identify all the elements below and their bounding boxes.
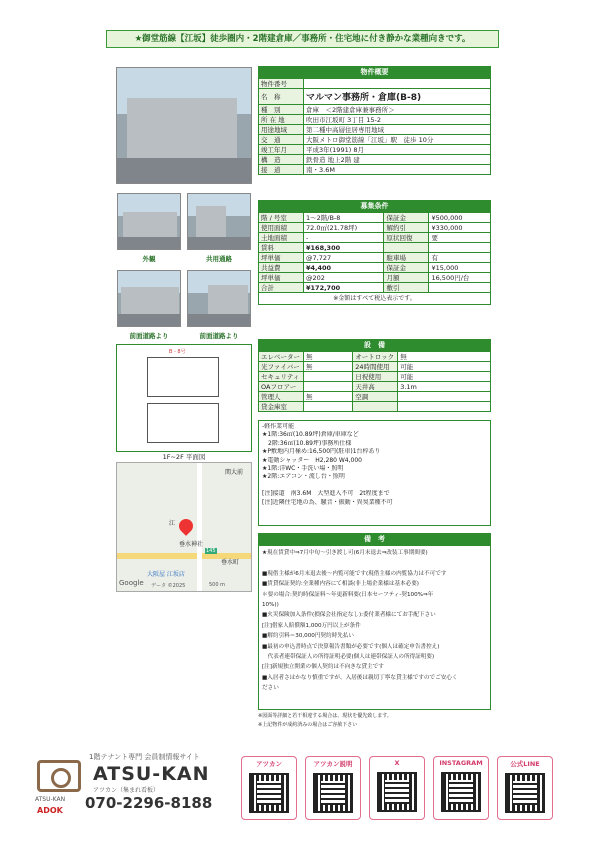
qr-label: アツカン説明	[313, 760, 353, 768]
equipment-header: 設 備	[258, 339, 491, 351]
terms-value: ¥168,300	[304, 243, 384, 253]
overview-label: 用途地域	[259, 125, 304, 135]
terms-section	[258, 200, 491, 305]
footer-phone[interactable]: 070-2296-8188	[85, 794, 213, 812]
note-line: -軽作業可能	[262, 423, 295, 430]
terms-value: ¥4,400	[304, 263, 384, 273]
note-line: ■解約引料＝30,000円契約時先払い	[262, 633, 354, 640]
map-label: 500 m	[209, 582, 226, 588]
equipment-label: セキュリティ	[259, 372, 304, 382]
equipment-label: OAフロアー	[259, 382, 304, 392]
note-line: ■最初の申込書時点で決算報告書類が必要です(個人は確定申告書控え)	[262, 643, 440, 650]
note-line: 2階:36㎡(10.89坪)事務所仕様	[262, 439, 352, 447]
qr-label: アツカン	[256, 760, 282, 768]
equipment-value	[398, 402, 491, 412]
qr-atsukan[interactable]	[241, 756, 297, 820]
note-line: ★2階:エアコン・流し台・照明	[262, 473, 345, 481]
logo-text: ATSU-KAN	[35, 796, 66, 803]
map-label: 垂水神社	[179, 541, 204, 548]
equipment-value: 可能	[398, 362, 491, 372]
footer-tagline: 1階テナント専門 会員制情報サイト	[89, 753, 200, 761]
equipment-label: オートロック	[353, 352, 398, 362]
note-line: ■火災保険加入条件(損保会社指定なし):委付業者様にてお手配下さい	[262, 612, 436, 619]
equipment-label: 24時間使用	[353, 362, 398, 372]
qr-line[interactable]	[497, 756, 553, 820]
terms-value: ¥500,000	[429, 213, 491, 223]
equipment-label: 貸金庫室	[259, 402, 304, 412]
overview-label: 竣工年月	[259, 145, 304, 155]
equipment-value	[304, 372, 353, 382]
overview-label: 名 称	[259, 89, 304, 105]
overview-value: 大阪メトロ御堂筋線「江坂」駅 徒歩 10分	[304, 135, 491, 145]
terms-label: 保証金	[384, 263, 429, 273]
overview-label: 物件番号	[259, 79, 304, 89]
footer-brand: ATSU-KAN	[93, 763, 210, 785]
map-label: 垂水町	[221, 559, 240, 566]
map-label: データ ©2025	[151, 583, 186, 589]
qr-x[interactable]	[369, 756, 425, 820]
terms-label: 駐車場	[384, 253, 429, 263]
equipment-value: 無	[398, 352, 491, 362]
terms-label	[384, 243, 429, 253]
note-line	[262, 482, 487, 490]
note-line: ★現在賃貸中⇒7月中旬～引き渡し可(6月末退去⇒改装工事期間要)	[262, 550, 428, 556]
qr-instagram[interactable]	[433, 756, 489, 820]
overview-value: 鉄骨造 地上2階 建	[304, 155, 491, 165]
equipment-value: 無	[304, 392, 353, 402]
adok-badge: ADOK	[37, 806, 63, 815]
front-road-photo	[117, 270, 181, 327]
photo-caption: 前面道路より	[129, 332, 169, 340]
map-label: 江	[169, 520, 176, 527]
terms-label: 土地面積	[259, 233, 304, 243]
overview-section	[258, 66, 491, 175]
terms-value: 要	[429, 233, 491, 243]
note-line: [注]新規独立開業の個人契約は不向きな貸主です	[262, 664, 384, 671]
remarks-header: 備 考	[258, 533, 491, 545]
terms-label: 敷引	[384, 283, 429, 293]
equipment-section	[258, 339, 491, 412]
terms-value: ¥330,000	[429, 223, 491, 233]
overview-value: 吹田市江坂町 3丁目 15-2	[304, 115, 491, 125]
equipment-label: 光ファイバー	[259, 362, 304, 372]
terms-value: 1～2階/B-8	[304, 213, 384, 223]
overview-label: 接 道	[259, 165, 304, 175]
photo-caption: 外観	[142, 255, 156, 263]
terms-value: @202	[304, 273, 384, 283]
floorplan-title: B - 8号	[169, 349, 186, 355]
camera-logo-icon	[37, 760, 81, 792]
terms-label: 保証金	[384, 213, 429, 223]
equipment-label: 日祝使用	[353, 372, 398, 382]
note-line: ■入居者さはかなり慎重ですが、入居後は親切丁寧な貸主様ですのでご安心く	[262, 674, 458, 681]
terms-header: 募集条件	[258, 200, 491, 212]
note-line: ＊要の場合:契約時保証料～年更新料要(日本セーフティ-契100%⇒年	[262, 591, 434, 598]
footer-kana: アツカン（集まれ看板）	[93, 787, 160, 794]
qr-atsukan-guide[interactable]	[305, 756, 361, 820]
note-line: ★1階:洋WC・手洗い場・照明	[262, 465, 344, 473]
map-pin-icon	[176, 516, 196, 536]
common-passage-photo	[187, 193, 251, 250]
tax-note: ※金額はすべて税込表示です。	[258, 293, 491, 305]
equipment-label	[353, 402, 398, 412]
photo-caption: 共用通路	[206, 255, 232, 263]
terms-value: 16,500円/台	[429, 273, 491, 283]
equipment-label: エレベーター	[259, 352, 304, 362]
qr-label: 公式LINE	[510, 760, 540, 768]
headline-banner: ★御堂筋線【江坂】徒歩圏内・2階建倉庫／事務所・住宅地に付き静かな業種向きです。	[106, 30, 499, 48]
equipment-value: 無	[304, 362, 353, 372]
note-line: ■賃貸保証契約:全業種内容にて相談(非上場企業様は基本必要)	[262, 581, 419, 588]
note-line: [注]近隣住宅地の為、騒音・振動・異臭業種不可	[262, 498, 393, 506]
note-line: ださい	[262, 685, 279, 692]
terms-label: 使用面積	[259, 223, 304, 233]
exterior-photo	[116, 67, 252, 184]
terms-value: -	[304, 233, 384, 243]
overview-header: 物件概要	[258, 66, 491, 78]
photo-caption: 前面道路より	[199, 332, 239, 340]
note-line	[262, 558, 487, 568]
overview-label: 種 別	[259, 105, 304, 115]
terms-label: 原状回復	[384, 233, 429, 243]
equipment-label: 管理人	[259, 392, 304, 402]
note-line: ■現借主様が6月末退去後～内覧可能です(現借主様の内覧協力は不可です	[262, 570, 447, 577]
map-label: 145	[206, 548, 216, 554]
remarks-section	[258, 533, 491, 545]
equipment-value	[398, 392, 491, 402]
terms-label: 解約引	[384, 223, 429, 233]
terms-label: 合計	[259, 283, 304, 293]
terms-label: 坪単価	[259, 273, 304, 283]
map-label: Google	[119, 579, 144, 587]
terms-label: 月額	[384, 273, 429, 283]
floorplan	[116, 344, 252, 452]
qr-code-icon	[441, 772, 481, 812]
note-line: ★電動シャッター H2,280 W4,000	[262, 456, 362, 464]
overview-label: 構 造	[259, 155, 304, 165]
qr-code-icon	[505, 773, 545, 813]
qr-label: INSTAGRAM	[439, 759, 483, 767]
overview-label: 交 通	[259, 135, 304, 145]
note-line: [注]接道 南3.6M 大型進入不可 2t程度まで	[262, 490, 390, 498]
terms-label: 坪単価	[259, 253, 304, 263]
features-notes	[258, 420, 491, 526]
equipment-value	[304, 382, 353, 392]
terms-value: 有	[429, 253, 491, 263]
note-line: ★P敷地内月極め:16,500円(駐車)1台枠あり	[262, 448, 381, 456]
property-name: マルマン事務所・倉庫(B-8)	[304, 89, 491, 105]
floorplan-caption: 1F~2F 平面図	[162, 453, 206, 461]
overview-value: 南・3.6M	[304, 165, 491, 175]
qr-code-icon	[377, 772, 417, 812]
terms-value: 72.0㎡(21.78坪)	[304, 223, 384, 233]
terms-value	[429, 243, 491, 253]
terms-value: @7,727	[304, 253, 384, 263]
map-label: 大阪屋 江坂店	[147, 571, 185, 578]
map-label: 関大前	[225, 469, 244, 476]
equipment-value: 3.1m	[398, 382, 491, 392]
qr-label: X	[394, 759, 400, 767]
footer	[33, 748, 573, 820]
exterior-photo-small	[117, 193, 181, 250]
terms-label: 階 / 号室	[259, 213, 304, 223]
footnote: ※上記物件が成約済みの場合はご容赦下さい	[258, 722, 358, 728]
equipment-value	[304, 402, 353, 412]
equipment-value: 無	[304, 352, 353, 362]
equipment-label: 天井高	[353, 382, 398, 392]
map[interactable]	[116, 462, 252, 592]
equipment-label: 空調	[353, 392, 398, 402]
note-line: [注]借家人賠償額1,000万円以上が条件	[262, 622, 361, 629]
note-line: ★1階:36㎡(10.89坪)倉庫/車庫など	[262, 431, 359, 439]
footnote: ※図面等詳細と若干相違する場合は、現状を優先致します。	[258, 713, 392, 719]
terms-value: ¥172,700	[304, 283, 384, 293]
terms-value: ¥15,000	[429, 263, 491, 273]
overview-label: 所 在 地	[259, 115, 304, 125]
overview-value	[304, 79, 491, 89]
note-line: 代表者連帯保証人の所得証明必要(個人は連帯保証人の所得証明要)	[262, 654, 435, 661]
equipment-value: 可能	[398, 372, 491, 382]
terms-value	[429, 283, 491, 293]
front-road-photo	[187, 270, 251, 327]
overview-value: 平成3年(1991) 8月	[304, 145, 491, 155]
remarks-notes	[258, 545, 491, 710]
overview-value: 第二種中高層住居専用地域	[304, 125, 491, 135]
note-line: 10%))	[262, 602, 279, 609]
qr-code-icon	[313, 773, 353, 813]
qr-code-icon	[249, 773, 289, 813]
terms-label: 賃料	[259, 243, 304, 253]
terms-label: 共益費	[259, 263, 304, 273]
overview-value: 倉庫 ＜2階建倉庫兼事務所＞	[304, 105, 491, 115]
